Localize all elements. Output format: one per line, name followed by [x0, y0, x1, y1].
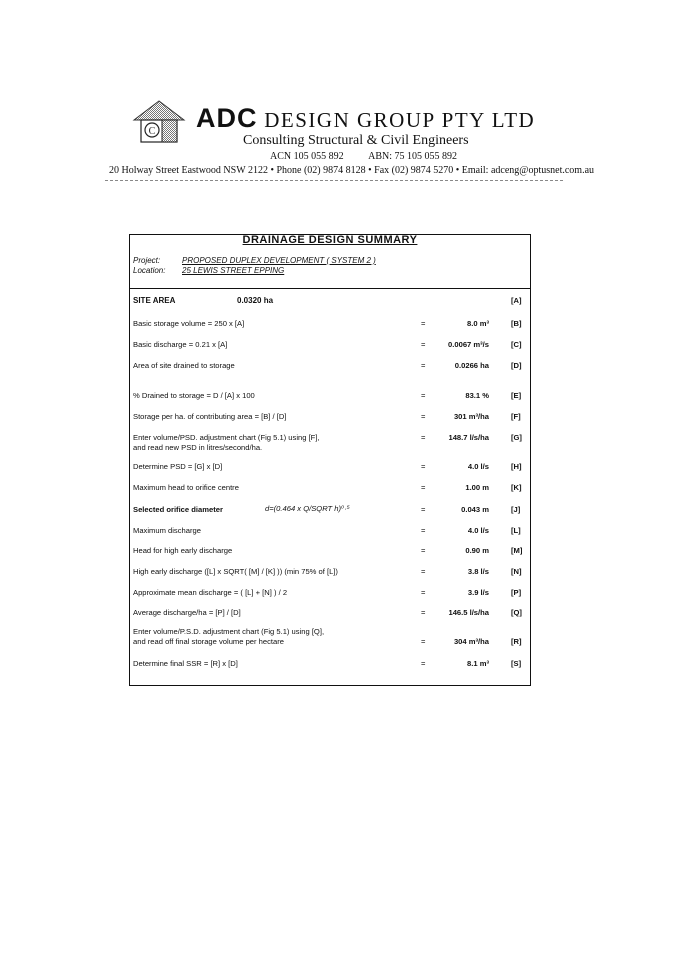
row-label: Maximum head to orifice centre — [133, 483, 239, 492]
location-label: Location: — [133, 266, 166, 275]
row-ref: [G] — [511, 433, 522, 442]
row-value: 3.8 l/s — [467, 567, 489, 576]
row-label: Average discharge/ha = [P] / [D] — [133, 608, 241, 617]
row-label: High early discharge ([L] x SQRT( [M] / [K] )) (min 75% of [L]) — [133, 567, 338, 576]
row-label: Basic storage volume = 250 x [A] — [133, 319, 245, 328]
row-ref: [E] — [511, 391, 522, 400]
row-equals: = — [421, 391, 426, 400]
row-label: Determine final SSR = [R] x [D] — [133, 659, 238, 668]
row-label: Enter volume/PSD. adjustment chart (Fig 5.1) using [F], and read new PSD in litres/second/ha. — [133, 433, 320, 452]
row-equals: = — [421, 659, 426, 668]
row-equals: = — [421, 546, 426, 555]
row-ref: [M] — [511, 546, 523, 555]
row-equals: = — [421, 412, 426, 421]
row-ref: [P] — [511, 588, 522, 597]
acn-number: ACN 105 055 892 — [270, 151, 344, 162]
row-label: Maximum discharge — [133, 526, 201, 535]
letterhead-divider — [105, 180, 563, 181]
row-ref: [H] — [511, 462, 522, 471]
drainage-summary-box — [129, 234, 531, 686]
row-equals: = — [421, 483, 426, 492]
row-value: 0.043 m — [461, 505, 489, 514]
row-label: Selected orifice diameter — [133, 505, 223, 514]
svg-text:C: C — [148, 126, 156, 137]
project-value: PROPOSED DUPLEX DEVELOPMENT ( SYSTEM 2 ) — [182, 256, 376, 265]
row-label: Basic discharge = 0.21 x [A] — [133, 340, 228, 349]
row-label: % Drained to storage = D / [A] x 100 — [133, 391, 255, 400]
company-registration — [270, 151, 457, 162]
summary-title: DRAINAGE DESIGN SUMMARY — [242, 234, 418, 246]
abn-number: ABN: 75 105 055 892 — [368, 151, 458, 162]
row-label: Head for high early discharge — [133, 546, 233, 555]
location-value: 25 LEWIS STREET EPPING — [182, 266, 285, 275]
company-name — [196, 103, 535, 134]
row-value: 0.90 m — [465, 546, 489, 555]
company-name-rest: DESIGN GROUP PTY LTD — [264, 108, 536, 132]
summary-divider — [130, 288, 530, 289]
company-address: 20 Holway Street Eastwood NSW 2122 • Phone (02) 9874 8128 • Fax (02) 9874 5270 • Email: adceng@optusnet.com.au — [109, 165, 595, 176]
row-ref: [L] — [511, 526, 521, 535]
row-value: 3.9 l/s — [467, 588, 489, 597]
row-label: Enter volume/P.S.D. adjustment chart (Fig 5.1) using [Q], and read off final storage volume per hectare — [133, 627, 325, 646]
row-value: 301 m³/ha — [453, 412, 489, 421]
row-ref: [S] — [511, 659, 522, 668]
row-equals: = — [421, 433, 426, 442]
row-ref: [R] — [511, 637, 522, 646]
row-equals: = — [421, 319, 426, 328]
row-equals: = — [421, 526, 426, 535]
row-ref: [N] — [511, 567, 522, 576]
row-equals: = — [421, 505, 426, 514]
row-equals: = — [421, 462, 426, 471]
row-value: 83.1 % — [465, 391, 489, 400]
row-ref: [D] — [511, 361, 522, 370]
row-equals: = — [421, 608, 426, 617]
row-ref: [J] — [511, 505, 521, 514]
row-value: 148.7 l/s/ha — [448, 433, 489, 442]
orifice-formula: d=(0.464 x Q/SQRT h)⁰·⁵ — [265, 504, 350, 513]
row-equals: = — [421, 361, 426, 370]
row-value: 4.0 l/s — [467, 462, 489, 471]
site-area-value: 0.0320 ha — [237, 296, 274, 305]
row-value: 0.0266 ha — [454, 361, 489, 370]
row-label: Area of site drained to storage — [133, 361, 235, 370]
row-ref: [B] — [511, 319, 522, 328]
row-label: Storage per ha. of contributing area = [B] / [D] — [133, 412, 287, 421]
row-ref: [K] — [511, 483, 522, 492]
row-value: 1.00 m — [465, 483, 489, 492]
row-value: 304 m³/ha — [453, 637, 489, 646]
project-info — [133, 256, 376, 276]
company-tagline: Consulting Structural & Civil Engineers — [243, 133, 469, 148]
row-ref: [C] — [511, 340, 522, 349]
row-equals: = — [421, 637, 426, 646]
company-logo — [132, 98, 186, 144]
row-label: Determine PSD = [G] x [D] — [133, 462, 223, 471]
project-label: Project: — [133, 256, 161, 265]
row-label: Approximate mean discharge = ( [L] + [N] ) / 2 — [133, 588, 288, 597]
company-initials: ADC — [196, 103, 258, 133]
row-value: 4.0 l/s — [467, 526, 489, 535]
row-value: 0.0067 m³/s — [448, 340, 489, 349]
row-equals: = — [421, 340, 426, 349]
row-value: 8.0 m³ — [467, 319, 489, 328]
row-equals: = — [421, 588, 426, 597]
row-value: 8.1 m³ — [467, 659, 489, 668]
row-ref: [F] — [511, 412, 521, 421]
site-area-label: SITE AREA — [133, 296, 176, 305]
row-value: 146.5 l/s/ha — [448, 608, 489, 617]
site-area-ref: [A] — [511, 296, 522, 305]
row-equals: = — [421, 567, 426, 576]
row-ref: [Q] — [511, 608, 522, 617]
